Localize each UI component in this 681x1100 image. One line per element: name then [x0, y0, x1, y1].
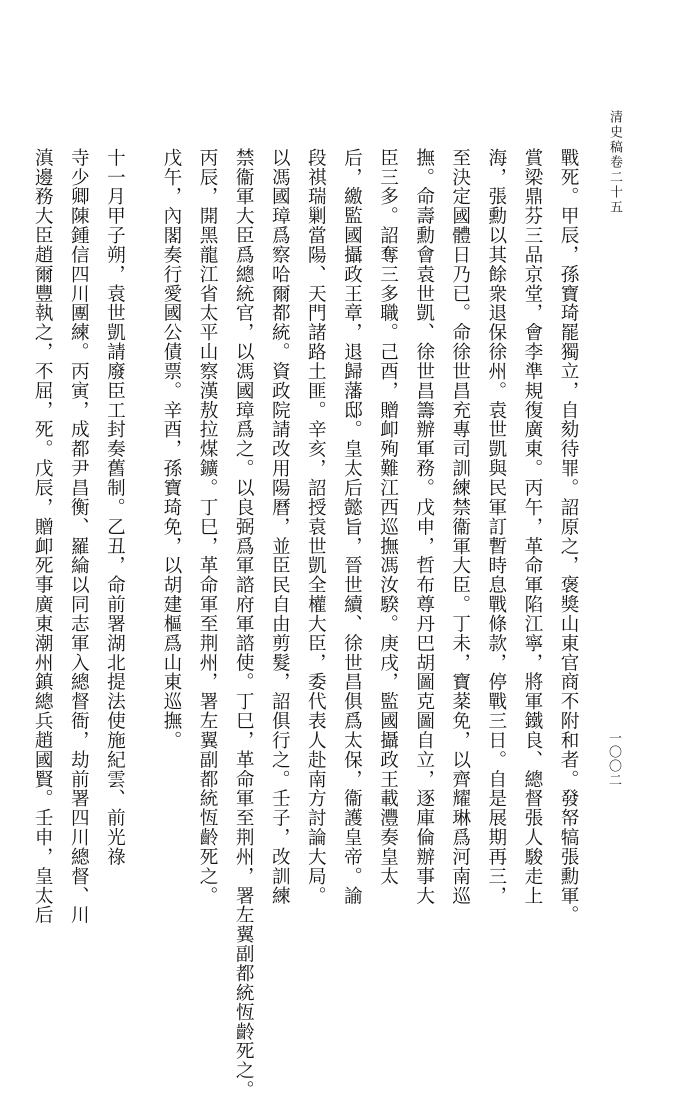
text-column: 丙辰，開黑龍江省太平山察漢敖拉煤鑛。丁巳，革命軍至荆州，署左翼副都統恆齡死之。 — [197, 148, 219, 906]
text-column: 撫。命壽勳會袁世凱、徐世昌籌辦軍務。戊申，哲布尊丹巴胡圖克圖自立，逐庫倫辦事大 — [413, 148, 435, 906]
text-column: 后，繳監國攝政王章，退歸藩邸。皇太后懿旨，晉世續、徐世昌俱爲太保，衞護皇帝。諭 — [341, 148, 363, 906]
text-column: 滇邊務大臣趙爾豐執之，不屈，死。戊辰，贈卹死事廣東潮州鎮總兵趙國賢。壬申，皇太后 — [32, 148, 54, 925]
vertical-text-block — [24, 148, 586, 1100]
page-number: 一〇〇二 — [606, 731, 621, 787]
text-column: 戊午，內閣奏行愛國公債票。辛酉，孫寶琦免，以胡建樞爲山東巡撫。 — [160, 148, 182, 751]
book-title-header: 清史稿卷二十五 — [607, 110, 622, 215]
text-column: 段祺瑞剿當陽、天門諸路土匪。辛亥，詔授袁世凱全權大臣，委代表人赴南方討論大局。 — [305, 148, 327, 906]
text-column: 禁衞軍大臣爲總統官，以馮國璋爲之。以良弼爲軍諮府軍諮使。丁巳，革命軍至荆州，署左翼副都統恆齡死之。 — [233, 148, 255, 1100]
text-column: 賞梁鼎芬三品京堂，會李準規復廣東。丙午，革命軍陷江寧，將軍鐵良、總督張人駿走上 — [521, 148, 543, 906]
text-column: 海，張勳以其餘衆退保徐州。袁世凱與民軍訂暫時息戰條款，停戰三日。自是展期再三， — [485, 148, 507, 906]
text-column: 寺少卿陳鍾信四川團練。丙寅，成都尹昌衡、羅綸以同志軍入總督衙，劫前署四川總督、川 — [68, 148, 90, 925]
text-column: 以馮國璋爲察哈爾都統。資政院請改用陽曆，並臣民自由剪髮，詔俱行之。壬子，改訓練 — [269, 148, 291, 906]
text-column-indented: 十一月甲子朔，袁世凱請廢臣工封奏舊制。乙丑，命前署湖北提法使施紀雲、前光祿 — [104, 148, 126, 867]
text-column: 戰死。甲辰，孫寶琦罷獨立，自劾待罪。詔原之，褒獎山東官商不附和者。發帑犒張勳軍。 — [558, 148, 579, 925]
text-column: 臣三多。詔奪三多職。己酉，贈卹殉難江西巡撫馮汝騤。庚戌，監國攝政王載灃奏皇太 — [377, 148, 399, 886]
text-column: 至決定國體日乃已。命徐世昌充專司訓練禁衞軍大臣。丁未，寶棻免，以齊耀琳爲河南巡 — [449, 148, 471, 906]
